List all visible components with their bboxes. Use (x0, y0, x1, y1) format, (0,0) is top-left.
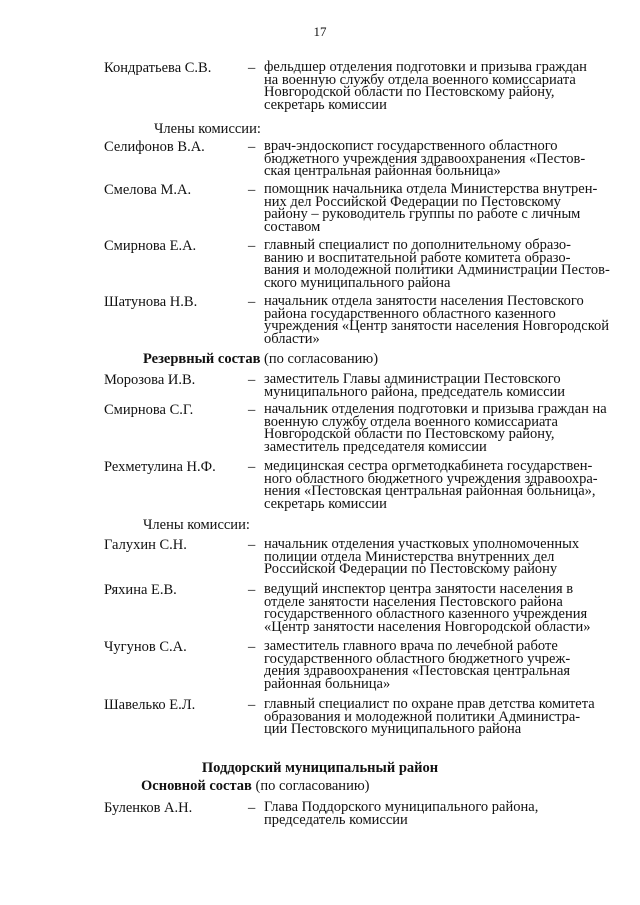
dash: – (248, 697, 256, 713)
description-line: секретарь комиссии (264, 495, 387, 512)
description-line: района государственного областного казенного (264, 305, 556, 322)
member-name: Рехметулина Н.Ф. (104, 459, 216, 475)
member-description (264, 403, 614, 453)
member-description (264, 140, 614, 178)
member-name: Буленков А.Н. (104, 800, 193, 816)
main-composition-heading (141, 779, 370, 793)
member-description (264, 295, 614, 345)
dash: – (248, 139, 256, 155)
member-description (264, 61, 614, 111)
description-line: ного областного бюджетного учреждения здравоохра- (264, 470, 598, 487)
description-line: главный специалист по охране прав детства комитета (264, 696, 595, 712)
dash: – (248, 639, 256, 655)
reserve-heading-note: (по согласованию) (260, 351, 379, 367)
member-name: Смирнова Е.А. (104, 238, 197, 254)
description-line: ции Пестовского муниципального района (264, 721, 522, 737)
description-line: Новгородской области по Пестовскому району, (264, 426, 555, 442)
main-heading-note: (по согласованию) (251, 778, 370, 794)
description-line: Глава Поддорского муниципального района, (264, 799, 539, 815)
members-label: Члены комиссии: (154, 121, 261, 137)
description-line: начальник отдела занятости населения Пестовского (264, 293, 584, 309)
member-description (264, 460, 614, 510)
dash: – (248, 402, 256, 418)
description-line: учреждения «Центр занятости населения Новгородской (264, 318, 610, 334)
member-name: Морозова И.В. (104, 372, 196, 388)
member-description (264, 583, 614, 633)
member-description (264, 640, 614, 690)
description-line: бюджетного учреждения здравоохранения «Пестов- (264, 150, 586, 167)
members-label: Члены комиссии: (143, 517, 250, 533)
description-line: отделе занятости населения Пестовского района (264, 593, 563, 610)
description-line: муниципального района, председатель комиссии (264, 383, 566, 400)
member-name: Ряхина Е.В. (104, 582, 177, 598)
description-line: государственного областного казенного учреждения (264, 606, 588, 622)
member-name: Селифонов В.А. (104, 139, 205, 155)
reserve-heading-bold: Резервный состав (143, 351, 261, 367)
description-line: ская центральная районная больница» (264, 163, 501, 179)
member-name: Чугунов С.А. (104, 639, 187, 655)
description-line: них дел Российской Федерации по Пестовскому (264, 193, 561, 210)
description-line: Российской Федерации по Пестовскому району (264, 561, 558, 577)
dash: – (248, 60, 256, 76)
dash: – (248, 459, 256, 475)
description-line: дения здравоохранения «Пестовская центральная (264, 663, 571, 679)
description-line: району – руководитель группы по работе с личным (264, 206, 581, 222)
member-description (264, 698, 614, 736)
description-line: полиции отдела Министерства внутренних дел (264, 548, 555, 565)
description-line: области» (264, 330, 320, 347)
description-line: медицинская сестра оргметодкабинета государствен- (264, 458, 593, 474)
member-description (264, 183, 614, 233)
dash: – (248, 800, 256, 816)
description-line: государственного областного бюджетного учреж- (264, 650, 571, 667)
description-line: составом (264, 218, 321, 235)
description-line: нения «Пестовская центральная районная больница», (264, 483, 596, 499)
description-line: вания и молодежной политики Администрации Пестов- (264, 262, 610, 278)
description-line: заместитель председателя комиссии (264, 438, 487, 455)
dash: – (248, 537, 256, 553)
member-name: Кондратьева С.В. (104, 60, 212, 76)
description-line: образования и молодежной политики Администра- (264, 708, 581, 725)
dash: – (248, 582, 256, 598)
member-description (264, 801, 614, 826)
description-line: главный специалист по дополнительному образо- (264, 237, 571, 253)
description-line: фельдшер отделения подготовки и призыва граждан (264, 59, 587, 75)
description-line: помощник начальника отдела Министерства внутрен- (264, 181, 598, 197)
page-number: 17 (313, 24, 327, 39)
description-line: «Центр занятости населения Новгородской области» (264, 618, 591, 635)
description-line: ванию и воспитательной работе комитета образо- (264, 249, 571, 266)
description-line: ского муниципального района (264, 274, 451, 291)
description-line: ведущий инспектор центра занятости населения в (264, 581, 574, 597)
member-description (264, 538, 614, 576)
member-description (264, 239, 614, 289)
description-line: начальник отделения участковых уполномоченных (264, 536, 580, 552)
description-line: военную службу отдела военного комиссариата (264, 413, 558, 430)
description-line: заместитель Главы администрации Пестовского (264, 371, 561, 387)
description-line: врач-эндоскопист государственного областного (264, 138, 558, 154)
description-line: начальник отделения подготовки и призыва граждан на (264, 401, 607, 417)
member-name: Смирнова С.Г. (104, 402, 194, 418)
description-line: председатель комиссии (264, 811, 408, 828)
member-name: Шавелько Е.Л. (104, 697, 196, 713)
dash: – (248, 238, 256, 254)
dash: – (248, 294, 256, 310)
description-line: районная больница» (264, 675, 391, 692)
reserve-heading (143, 352, 378, 366)
member-description (264, 373, 614, 398)
description-line: секретарь комиссии (264, 96, 387, 113)
district-title: Поддорский муниципальный район (201, 760, 439, 776)
member-name: Шатунова Н.В. (104, 294, 198, 310)
member-name: Смелова М.А. (104, 182, 192, 198)
description-line: на военную службу отдела военного комиссариата (264, 71, 576, 88)
description-line: Новгородской области по Пестовскому району, (264, 84, 555, 100)
description-line: заместитель главного врача по лечебной работе (264, 638, 558, 654)
dash: – (248, 372, 256, 388)
main-heading-bold: Основной состав (141, 778, 252, 794)
member-name: Галухин С.Н. (104, 537, 187, 553)
dash: – (248, 182, 256, 198)
